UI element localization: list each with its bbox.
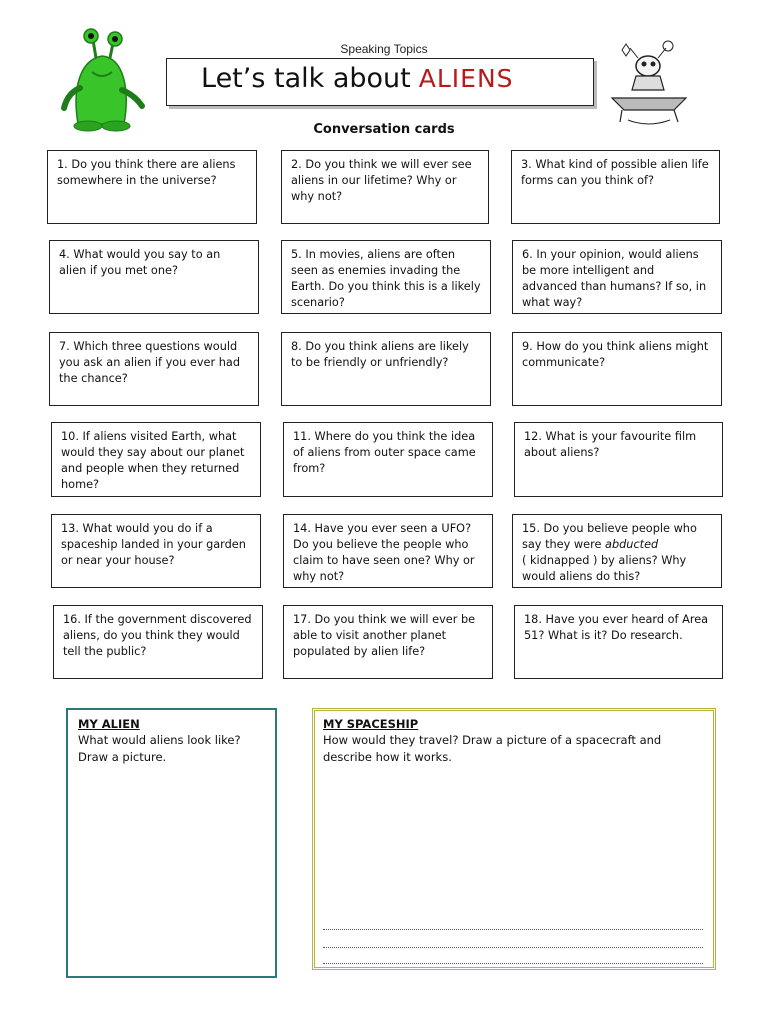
- my-spaceship-heading: MY SPACESHIP: [323, 717, 419, 731]
- my-alien-heading: MY ALIEN: [78, 717, 140, 731]
- conversation-card-7: 7. Which three questions would you ask an alien if you ever had the chance?: [49, 332, 259, 406]
- conversation-card-15: [512, 514, 722, 588]
- top-label: Speaking Topics: [340, 42, 428, 56]
- conversation-card-6: 6. In your opinion, would aliens be more intelligent and advanced than humans? If so, in what way?: [512, 240, 722, 314]
- my-spaceship-box: [312, 708, 716, 970]
- card-15-rest: ( kidnapped ) by aliens? Why would aliens do this?: [522, 554, 687, 583]
- writing-line-3: [323, 963, 703, 964]
- conversation-card-3: 3. What kind of possible alien life forms can you think of?: [511, 150, 720, 224]
- green-alien-icon: [58, 28, 158, 134]
- my-spaceship-text: How would they travel? Draw a picture of a spacecraft and describe how it works.: [323, 733, 662, 764]
- title-accent: ALIENS: [418, 64, 514, 93]
- conversation-card-2: 2. Do you think we will ever see aliens in our lifetime? Why or why not?: [281, 150, 489, 224]
- conversation-card-5: 5. In movies, aliens are often seen as enemies invading the Earth. Do you think this is a likely scenario?: [281, 240, 491, 314]
- title-box: [166, 58, 594, 106]
- conversation-card-14: 14. Have you ever seen a UFO? Do you believe the people who claim to have seen one? Why or why not?: [283, 514, 493, 588]
- my-alien-box: [66, 708, 277, 978]
- conversation-card-9: 9. How do you think aliens might communicate?: [512, 332, 722, 406]
- title-main: Let’s talk about: [201, 63, 411, 94]
- writing-line-2: [323, 947, 703, 948]
- page-title: [201, 63, 514, 94]
- writing-line-1: [323, 929, 703, 930]
- conversation-card-8: 8. Do you think aliens are likely to be friendly or unfriendly?: [281, 332, 491, 406]
- conversation-card-16: 16. If the government discovered aliens, do you think they would tell the public?: [53, 605, 263, 679]
- conversation-card-18: 18. Have you ever heard of Area 51? What is it? Do research.: [514, 605, 723, 679]
- card-15-text: 15. Do you believe people who say they were: [522, 522, 697, 551]
- conversation-card-17: 17. Do you think we will ever be able to visit another planet populated by alien life?: [283, 605, 493, 679]
- my-alien-text: What would aliens look like? Draw a picture.: [78, 733, 241, 764]
- conversation-card-11: 11. Where do you think the idea of aliens from outer space came from?: [283, 422, 493, 497]
- conversation-card-13: 13. What would you do if a spaceship landed in your garden or near your house?: [51, 514, 261, 588]
- conversation-card-10: 10. If aliens visited Earth, what would they say about our planet and people when they returned home?: [51, 422, 261, 497]
- alien-spaceship-icon: [608, 36, 690, 132]
- conversation-cards-heading: Conversation cards: [313, 122, 455, 137]
- conversation-card-1: 1. Do you think there are aliens somewhere in the universe?: [47, 150, 257, 224]
- conversation-card-4: 4. What would you say to an alien if you met one?: [49, 240, 259, 314]
- card-15-italic: abducted: [605, 538, 659, 551]
- conversation-card-12: 12. What is your favourite film about aliens?: [514, 422, 723, 497]
